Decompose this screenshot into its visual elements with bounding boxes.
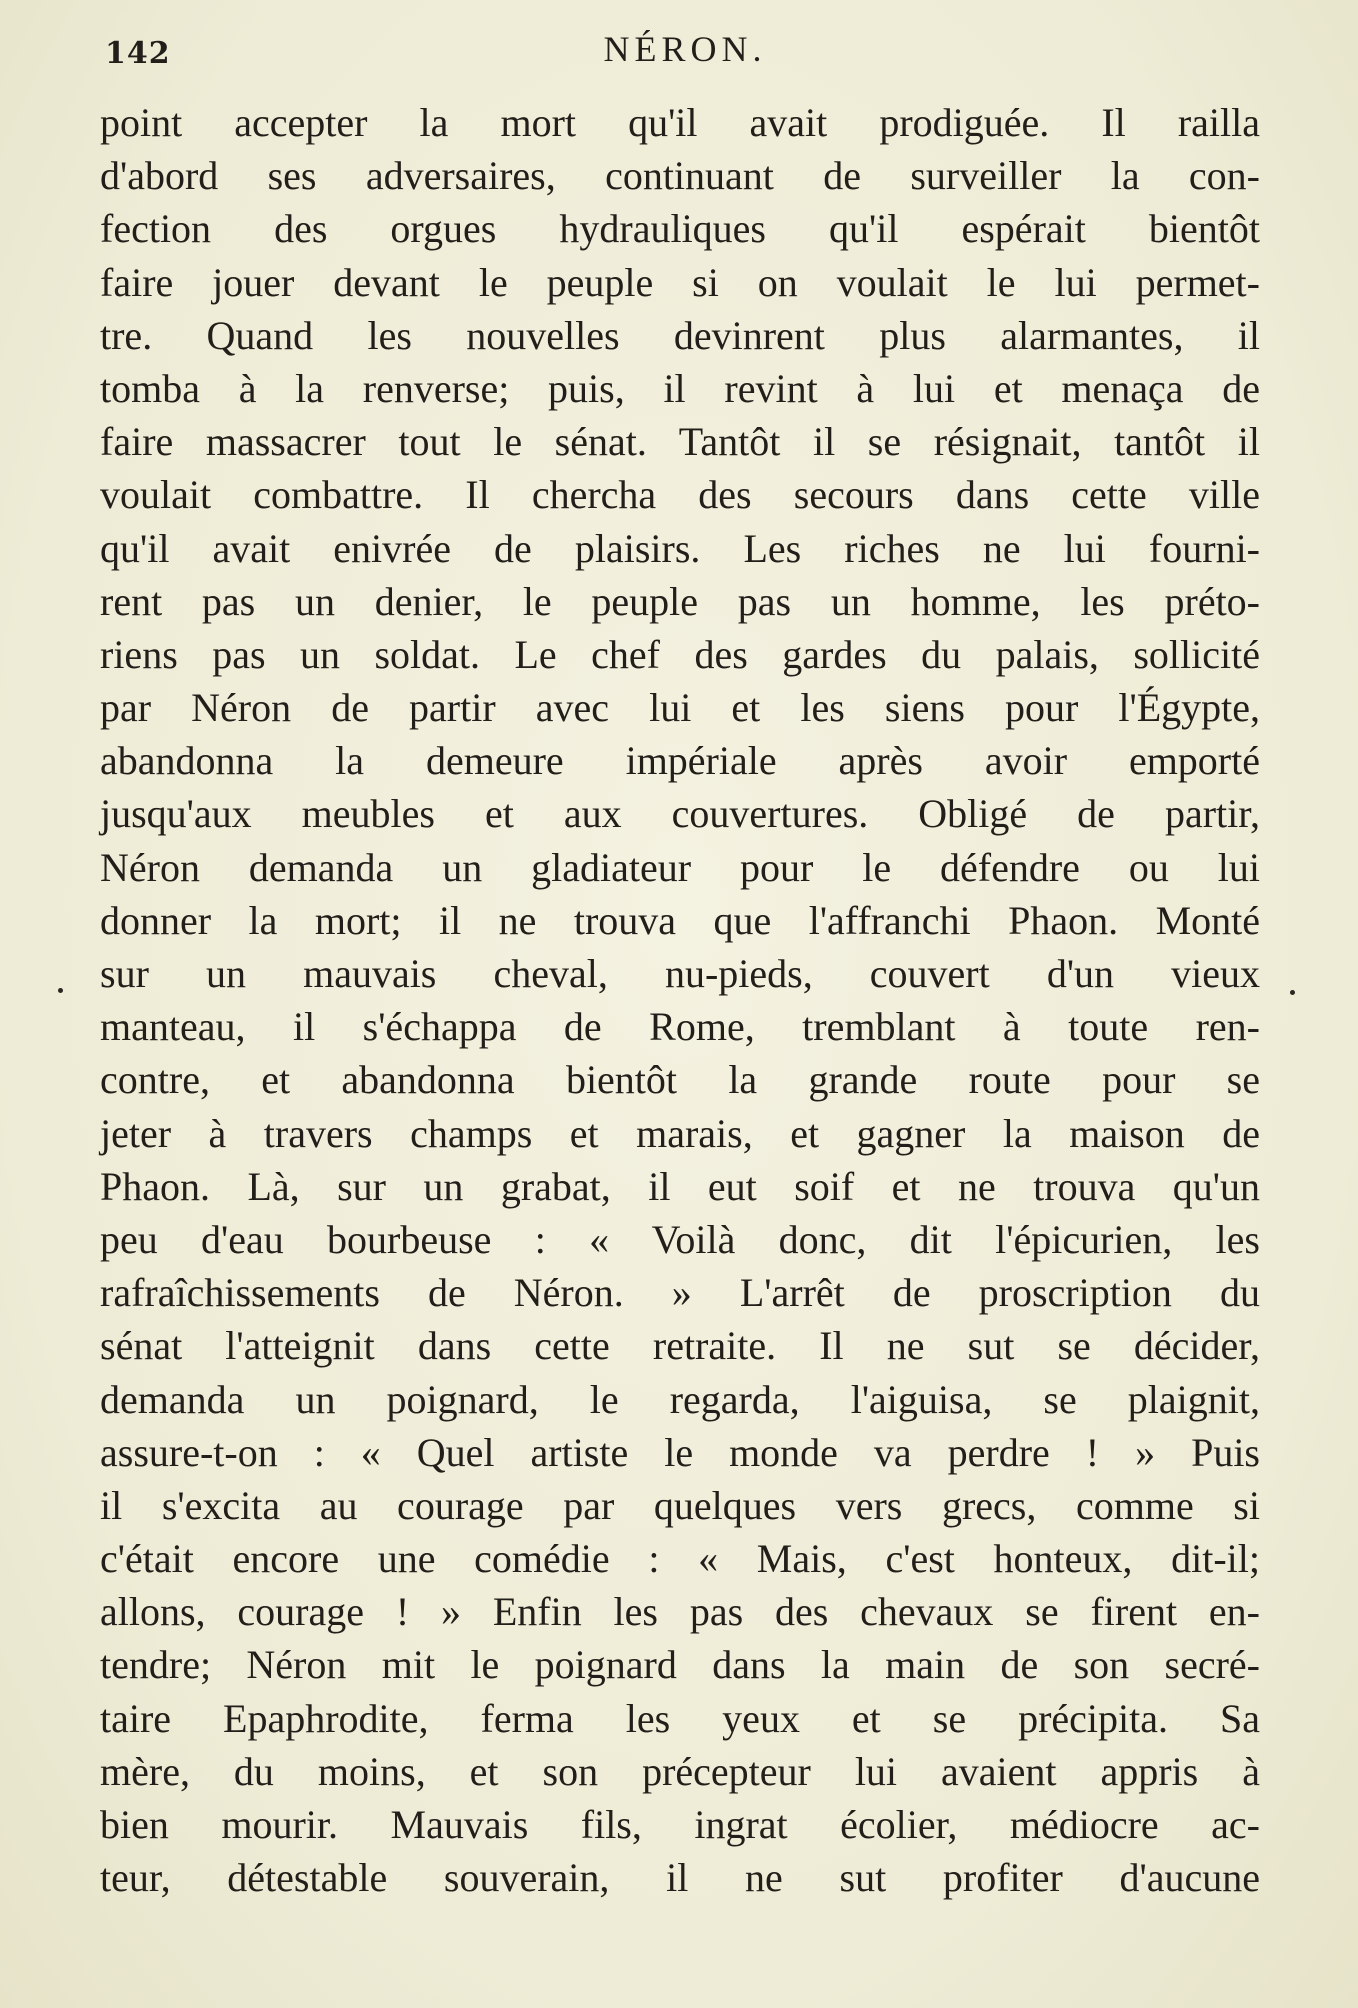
text-line: Néron demanda un gladiateur pour le défendre ou lui [100, 844, 1260, 890]
text-line: jusqu'aux meubles et aux couvertures. Obligé de partir, [100, 791, 1260, 837]
text-line: c'était encore une comédie : « Mais, c'est honteux, dit-il; [100, 1536, 1260, 1582]
print-speck [58, 988, 63, 993]
text-line: sur un mauvais cheval, nu-pieds, couvert d'un vieux [100, 951, 1260, 996]
text-line: par Néron de partir avec lui et les siens pour l'Égypte, [100, 685, 1260, 731]
text-line: manteau, il s'échappa de Rome, tremblant à toute ren- [100, 1004, 1260, 1050]
text-line: d'abord ses adversaires, continuant de surveiller la con- [100, 153, 1260, 199]
text-line: teur, détestable souverain, il ne sut profiter d'aucune [100, 1855, 1260, 1901]
text-line: faire massacrer tout le sénat. Tantôt il se résignait, tantôt il [100, 419, 1260, 465]
text-line: bien mourir. Mauvais fils, ingrat écolier, médiocre ac- [100, 1802, 1260, 1847]
text-line: tomba à la renverse; puis, il revint à lui et menaça de [100, 365, 1260, 411]
running-head: NÉRON. [603, 29, 767, 69]
text-line: rafraîchissements de Néron. » L'arrêt de proscription du [100, 1270, 1260, 1316]
text-line: abandonna la demeure impériale après avoir emporté [100, 738, 1260, 784]
text-line: Phaon. Là, sur un grabat, il eut soif et ne trouva qu'un [100, 1163, 1260, 1209]
page-number: 142 [105, 36, 171, 71]
page-header [105, 28, 1265, 88]
text-line: tendre; Néron mit le poignard dans la main de son secré- [100, 1642, 1260, 1688]
text-line: qu'il avait enivrée de plaisirs. Les riches ne lui fourni- [100, 525, 1260, 571]
text-line: fection des orgues hydrauliques qu'il espérait bientôt [100, 206, 1260, 252]
text-line: contre, et abandonna bientôt la grande route pour se [100, 1057, 1260, 1103]
text-line: riens pas un soldat. Le chef des gardes du palais, sollicité [100, 631, 1260, 677]
text-line: point accepter la mort qu'il avait prodiguée. Il railla [100, 100, 1260, 145]
text-line: assure-t-on : « Quel artiste le monde va perdre ! » Puis [100, 1429, 1260, 1475]
text-line: allons, courage ! » Enfin les pas des chevaux se firent en- [100, 1589, 1260, 1635]
text-line: mère, du moins, et son précepteur lui avaient appris à [100, 1748, 1260, 1794]
text-line: il s'excita au courage par quelques vers grecs, comme si [100, 1482, 1260, 1528]
body-text [100, 96, 1260, 1904]
text-line: jeter à travers champs et marais, et gagner la maison de [100, 1110, 1260, 1156]
text-line: donner la mort; il ne trouva que l'affranchi Phaon. Monté [100, 897, 1260, 943]
text-line: tre. Quand les nouvelles devinrent plus alarmantes, il [100, 312, 1260, 358]
text-line: voulait combattre. Il chercha des secours dans cette ville [100, 472, 1260, 518]
print-speck [1290, 990, 1295, 995]
text-line: taire Epaphrodite, ferma les yeux et se précipita. Sa [100, 1695, 1260, 1741]
text-line: faire jouer devant le peuple si on voulait le lui permet- [100, 259, 1260, 305]
text-line: rent pas un denier, le peuple pas un homme, les préto- [100, 578, 1260, 624]
text-line: sénat l'atteignit dans cette retraite. Il ne sut se décider, [100, 1323, 1260, 1369]
text-line: peu d'eau bourbeuse : « Voilà donc, dit l'épicurien, les [100, 1216, 1260, 1262]
text-line: demanda un poignard, le regarda, l'aiguisa, se plaignit, [100, 1376, 1260, 1422]
